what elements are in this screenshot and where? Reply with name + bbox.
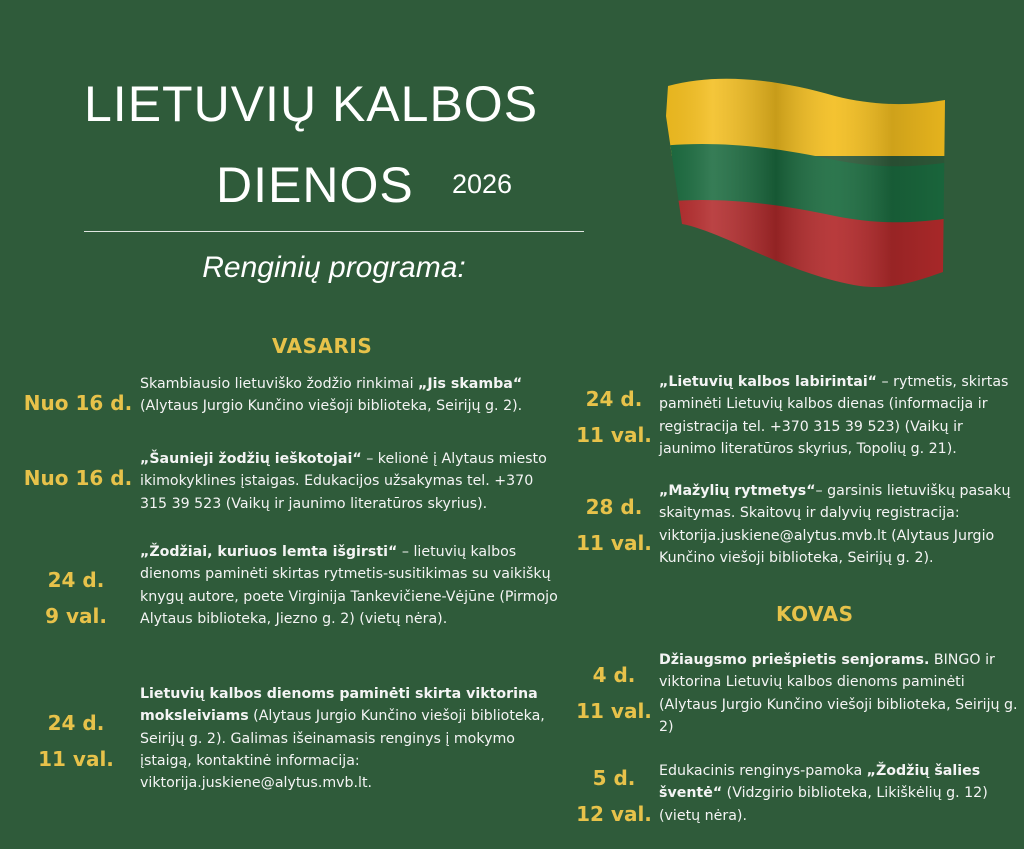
event-date-time: 11 val. [576,423,652,447]
event-description [140,541,560,630]
event-text: Edukacinis renginys-pamoka [659,763,867,779]
event-date-day: 24 d. [47,711,105,735]
event-description [140,448,560,515]
event-date [572,489,656,561]
event-date [22,460,134,496]
event-title: „Mažylių rytmetys“ [659,483,816,499]
year-label: 2026 [452,169,513,199]
event-date-day: 4 d. [592,663,636,687]
event-description [140,373,560,418]
program-subtitle: Renginių programa: [202,251,466,284]
event-date-time: 11 val. [38,747,114,771]
event-date-time: 12 val. [576,802,652,826]
event-title: „Žodžiai, kuriuos lemta išgirsti“ [140,544,398,560]
event-text: BINGO ir viktorina Lietuvių kalbos dienoms paminėti (Alytaus Jurgio Kunčino viešoji biblioteka, Seirijų g. 2) [659,652,1018,735]
event-title: „Šaunieji žodžių ieškotojai“ [140,451,362,467]
month-heading-vasaris: VASARIS [272,334,373,358]
event-description [140,683,560,794]
event-date-day: Nuo 16 d. [23,466,133,490]
event-date [572,381,656,453]
event-title: Džiaugsmo priešpietis senjorams. [659,652,930,668]
event-description [659,649,1019,738]
event-text: (Vidzgirio biblioteka, Likiškėlių g. 12) (vietų nėra). [659,785,988,824]
page-title-line2: DIENOS [216,157,414,213]
event-date [36,562,116,634]
event-date [22,385,134,421]
lithuanian-flag-icon [660,76,950,296]
event-date-time: 11 val. [576,531,652,555]
event-title: „Jis skamba“ [418,376,523,392]
event-date-day: 24 d. [585,387,643,411]
title-divider [84,231,584,232]
event-title: Lietuvių kalbos dienoms paminėti skirta viktorina moksleiviams [140,686,538,725]
event-text: Skambiausio lietuviško žodžio rinkimai [140,376,419,392]
month-heading-kovas: KOVAS [776,602,854,626]
event-text: – lietuvių kalbos dienoms paminėti skirtas rytmetis-susitikimas su vaikiškų knygų autore, poete Virginija Tankevičiene-Vėjūne (Pirmojo Alytaus biblioteka, Jiezno g. 2) (vietų nėra). [140,544,558,627]
event-text: (Alytaus Jurgio Kunčino viešoji biblioteka, Seirijų g. 2). [140,398,523,415]
event-date [572,760,656,832]
event-title: „Lietuvių kalbos labirintai“ [659,374,878,390]
event-description [659,760,1019,827]
page-title-line1: LIETUVIŲ KALBOS [84,76,539,132]
event-date-day: 5 d. [592,766,636,790]
event-text: – rytmetis, skirtas paminėti Lietuvių kalbos dienas (informacija ir registracija tel. +370 315 39 523) (Vaikų ir jaunimo literatūros skyrius, Topolių g. 21). [659,374,1009,457]
event-description [659,371,1019,460]
event-title: „Žodžių šalies šventė“ [659,763,981,802]
event-date [572,657,656,729]
event-text: – garsinis lietuviškų pasakų skaitymas. Skaitovų ir dalyvių registracija: viktorija.juskiene@alytus.mvb.lt (Alytaus Jurgio Kunčino viešoji biblioteka, Seirijų g. 2). [659,483,1011,566]
event-text: – kelionė į Alytaus miesto ikimokyklines įstaigas. Edukacijos užsakymas tel. +370 315 39 523 (Vaikų ir jaunimo literatūros skyrius). [140,451,547,512]
event-date-day: 24 d. [47,568,105,592]
event-description [659,480,1019,569]
event-date-day: 28 d. [585,495,643,519]
event-date-time: 9 val. [45,604,107,628]
event-date [34,705,118,777]
event-text: (Alytaus Jurgio Kunčino viešoji biblioteka, Seirijų g. 2). Galimas išeinamasis renginys į mokymo įstaigą, kontaktinė informacija: viktorija.juskiene@alytus.mvb.lt. [140,708,545,792]
event-date-time: 11 val. [576,699,652,723]
event-date-day: Nuo 16 d. [23,391,133,415]
